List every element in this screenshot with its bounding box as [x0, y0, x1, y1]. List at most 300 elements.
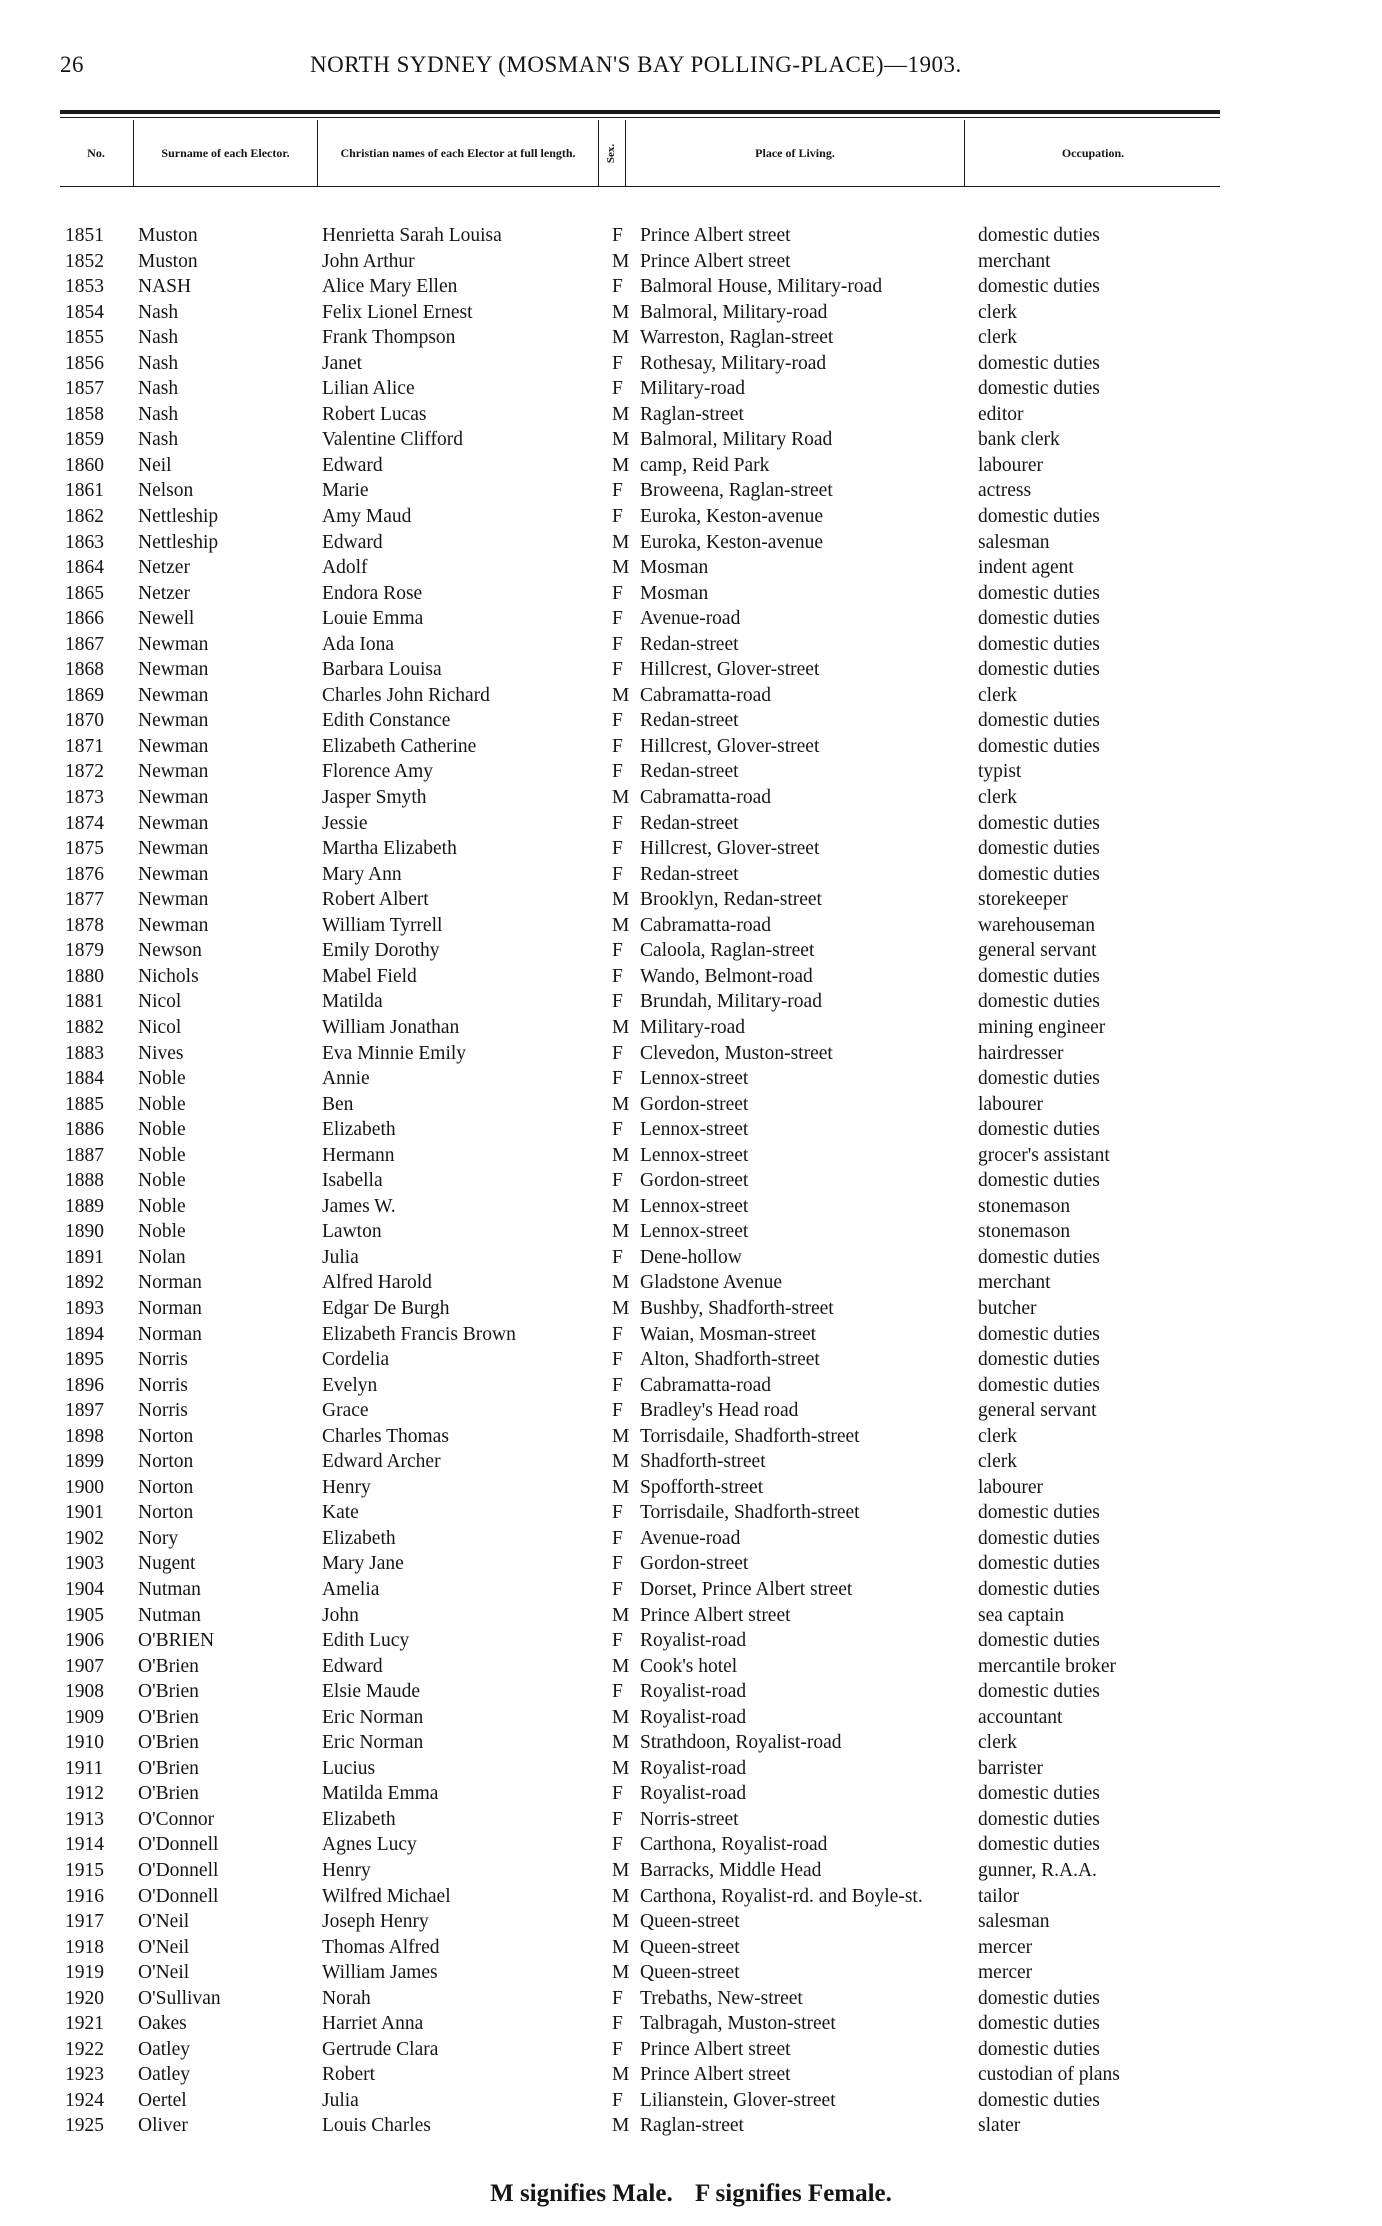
occupation: domestic duties: [978, 1349, 1100, 1371]
christian-names: Hermann: [322, 1144, 395, 1166]
table-row: [60, 1449, 1240, 1475]
occupation: labourer: [978, 1093, 1043, 1115]
christian-names: Louis Charles: [322, 2115, 431, 2137]
surname: O'Connor: [138, 1808, 215, 1830]
surname: O'Donnell: [138, 1834, 219, 1856]
table-row: [60, 1143, 1240, 1169]
elector-number: 1888: [65, 1170, 104, 1192]
occupation: domestic duties: [978, 1374, 1100, 1396]
sex: F: [612, 812, 623, 834]
elector-number: 1922: [65, 2038, 104, 2060]
table-row: [60, 657, 1240, 683]
sex: M: [612, 1706, 630, 1728]
surname: Noble: [138, 1170, 186, 1192]
occupation: warehouseman: [978, 914, 1095, 936]
surname: Newman: [138, 838, 209, 860]
place-of-living: Torrisdaile, Shadforth-street: [640, 1425, 860, 1447]
christian-names: Matilda: [322, 991, 383, 1013]
christian-names: Mary Jane: [322, 1553, 404, 1575]
surname: Nolan: [138, 1246, 186, 1268]
table-row: [60, 1526, 1240, 1552]
sex: F: [612, 965, 623, 987]
christian-names: Henrietta Sarah Louisa: [322, 225, 502, 246]
sex: F: [612, 378, 623, 400]
sex: M: [612, 1297, 630, 1319]
place-of-living: Hillcrest, Glover-street: [640, 659, 820, 681]
elector-number: 1915: [65, 1860, 104, 1881]
occupation: hairdresser: [978, 1042, 1064, 1064]
surname: Newman: [138, 684, 209, 706]
occupation: domestic duties: [978, 1170, 1100, 1192]
sex: M: [612, 250, 630, 272]
place-of-living: Brundah, Military-road: [640, 991, 822, 1013]
table-row: [60, 1679, 1240, 1705]
place-of-living: Strathdoon, Royalist-road: [640, 1732, 842, 1754]
christian-names: Elizabeth Francis Brown: [322, 1323, 516, 1345]
christian-names: Adolf: [322, 557, 368, 579]
sex: M: [612, 531, 630, 553]
sex: F: [612, 1068, 623, 1090]
surname: Noble: [138, 1144, 186, 1166]
christian-names: Edgar De Burgh: [322, 1297, 450, 1319]
place-of-living: Warreston, Raglan-street: [640, 327, 834, 349]
sex: F: [612, 633, 623, 655]
sex: F: [612, 1119, 623, 1141]
table-row: [60, 274, 1240, 300]
sex: F: [612, 1349, 623, 1371]
table-row: [60, 1424, 1240, 1450]
occupation: domestic duties: [978, 2013, 1100, 2035]
table-row: [60, 964, 1240, 990]
table-row: [60, 1168, 1240, 1194]
occupation: clerk: [978, 787, 1017, 809]
place-of-living: Torrisdaile, Shadforth-street: [640, 1502, 860, 1524]
surname: Nives: [138, 1042, 184, 1064]
place-of-living: Lennox-street: [640, 1119, 749, 1141]
occupation: salesman: [978, 1911, 1050, 1933]
christian-names: Eric Norman: [322, 1732, 424, 1754]
surname: Oakes: [138, 2013, 187, 2035]
occupation: sea captain: [978, 1604, 1065, 1626]
place-of-living: Talbragah, Muston-street: [640, 2013, 836, 2035]
christian-names: Elizabeth: [322, 1527, 396, 1549]
occupation: domestic duties: [978, 2038, 1100, 2060]
sex: M: [612, 1272, 630, 1294]
elector-number: 1891: [65, 1246, 104, 1268]
place-of-living: Waian, Mosman-street: [640, 1323, 817, 1345]
occupation: clerk: [978, 684, 1017, 706]
table-row: [60, 1296, 1240, 1322]
christian-names: Robert: [322, 2064, 376, 2086]
elector-number: 1875: [65, 838, 104, 860]
elector-number: 1863: [65, 531, 104, 553]
occupation: domestic duties: [978, 1681, 1100, 1703]
surname: Newson: [138, 940, 202, 962]
surname: Norton: [138, 1502, 194, 1524]
occupation: domestic duties: [978, 812, 1100, 834]
place-of-living: Rothesay, Military-road: [640, 352, 827, 374]
column-header-sex: Sex.: [598, 120, 625, 186]
sex: M: [612, 1425, 630, 1447]
christian-names: Gertrude Clara: [322, 2038, 439, 2060]
place-of-living: Mosman: [640, 557, 709, 579]
place-of-living: Royalist-road: [640, 1757, 747, 1779]
surname: Neil: [138, 454, 172, 476]
surname: O'Neil: [138, 1911, 190, 1933]
sex: M: [612, 1221, 630, 1243]
christian-names: Kate: [322, 1502, 359, 1524]
occupation: butcher: [978, 1297, 1037, 1319]
christian-names: Norah: [322, 1987, 371, 2009]
elector-number: 1895: [65, 1349, 104, 1371]
elector-number: 1920: [65, 1987, 104, 2009]
elector-number: 1923: [65, 2064, 104, 2086]
elector-number: 1911: [65, 1757, 104, 1779]
surname: Newell: [138, 608, 195, 630]
place-of-living: Avenue-road: [640, 608, 741, 630]
occupation: mercantile broker: [978, 1655, 1117, 1677]
surname: Newman: [138, 710, 209, 732]
elector-number: 1858: [65, 403, 104, 425]
place-of-living: Redan-street: [640, 710, 739, 732]
place-of-living: Redan-street: [640, 812, 739, 834]
table-row: [60, 1909, 1240, 1935]
surname: Nash: [138, 429, 179, 451]
sex: F: [612, 1323, 623, 1345]
sex: M: [612, 327, 630, 349]
christian-names: Lilian Alice: [322, 378, 415, 400]
elector-number: 1900: [65, 1476, 104, 1498]
elector-number: 1877: [65, 889, 104, 911]
occupation: domestic duties: [978, 1783, 1100, 1805]
christian-names: Thomas Alfred: [322, 1936, 440, 1958]
place-of-living: Royalist-road: [640, 1706, 747, 1728]
place-of-living: Prince Albert street: [640, 250, 791, 272]
sex: M: [612, 1451, 630, 1473]
occupation: clerk: [978, 1451, 1017, 1473]
sex: F: [612, 1834, 623, 1856]
surname: Nash: [138, 301, 179, 323]
table-row: [60, 1960, 1240, 1986]
sex: M: [612, 889, 630, 911]
place-of-living: Royalist-road: [640, 1630, 747, 1652]
table-row: [60, 1858, 1240, 1884]
elector-number: 1902: [65, 1527, 104, 1549]
christian-names: Janet: [322, 352, 363, 374]
table-row: [60, 325, 1240, 351]
surname: Nicol: [138, 991, 182, 1013]
occupation: domestic duties: [978, 965, 1100, 987]
table-row: [60, 581, 1240, 607]
sex: F: [612, 863, 623, 885]
occupation: labourer: [978, 454, 1043, 476]
elector-number: 1866: [65, 608, 104, 630]
elector-number: 1873: [65, 787, 104, 809]
table-row: [60, 478, 1240, 504]
surname: Netzer: [138, 557, 190, 579]
christian-names: John: [322, 1604, 359, 1626]
sex: M: [612, 1885, 630, 1907]
place-of-living: Balmoral, Military Road: [640, 429, 833, 451]
place-of-living: Military-road: [640, 378, 746, 400]
table-row: [60, 1117, 1240, 1143]
sex-legend: [0, 2180, 1382, 2208]
surname: Nash: [138, 352, 179, 374]
elector-number: 1867: [65, 633, 104, 655]
christian-names: Charles John Richard: [322, 684, 490, 706]
sex: F: [612, 225, 623, 246]
occupation: storekeeper: [978, 889, 1068, 911]
surname: Oliver: [138, 2115, 188, 2137]
table-row: [60, 2088, 1240, 2114]
surname: Nettleship: [138, 531, 219, 553]
sex: F: [612, 940, 623, 962]
occupation: domestic duties: [978, 735, 1100, 757]
christian-names: Mary Ann: [322, 863, 402, 885]
occupation: mining engineer: [978, 1016, 1106, 1038]
surname: Nugent: [138, 1553, 196, 1575]
elector-number: 1898: [65, 1425, 104, 1447]
place-of-living: Lennox-street: [640, 1068, 749, 1090]
page-title: NORTH SYDNEY (MOSMAN'S BAY POLLING-PLACE)—1903.: [310, 52, 962, 77]
elector-number: 1852: [65, 250, 104, 272]
christian-names: Henry: [322, 1476, 371, 1498]
elector-number: 1910: [65, 1732, 104, 1754]
table-row: [60, 2011, 1240, 2037]
christian-names: William Jonathan: [322, 1016, 460, 1038]
sex: F: [612, 1783, 623, 1805]
surname: Noble: [138, 1195, 186, 1217]
surname: Newman: [138, 812, 209, 834]
place-of-living: Spofforth-street: [640, 1476, 764, 1498]
christian-names: Matilda Emma: [322, 1783, 439, 1805]
elector-number: 1872: [65, 761, 104, 783]
elector-number: 1887: [65, 1144, 104, 1166]
table-row: [60, 1884, 1240, 1910]
occupation: merchant: [978, 250, 1051, 272]
christian-names: Elizabeth: [322, 1119, 396, 1141]
table-row: [60, 811, 1240, 837]
table-row: [60, 1551, 1240, 1577]
column-headers: [60, 120, 1220, 187]
surname: Newman: [138, 735, 209, 757]
sex: F: [612, 761, 623, 783]
elector-number: 1903: [65, 1553, 104, 1575]
occupation: clerk: [978, 327, 1017, 349]
occupation: domestic duties: [978, 659, 1100, 681]
place-of-living: Prince Albert street: [640, 2038, 791, 2060]
surname: Norris: [138, 1400, 188, 1422]
surname: O'Neil: [138, 1962, 190, 1984]
sex: M: [612, 301, 630, 323]
surname: Newman: [138, 761, 209, 783]
surname: O'Brien: [138, 1757, 199, 1779]
occupation: domestic duties: [978, 1553, 1100, 1575]
table-row: [60, 376, 1240, 402]
table-row: [60, 1832, 1240, 1858]
elector-number: 1893: [65, 1297, 104, 1319]
table-row: [60, 1270, 1240, 1296]
christian-names: Amelia: [322, 1578, 380, 1600]
table-row: [60, 606, 1240, 632]
occupation: domestic duties: [978, 710, 1100, 732]
place-of-living: Hillcrest, Glover-street: [640, 735, 820, 757]
christian-names: Robert Lucas: [322, 403, 427, 425]
christian-names: Julia: [322, 2089, 359, 2111]
place-of-living: Queen-street: [640, 1911, 740, 1933]
place-of-living: Mosman: [640, 582, 709, 604]
christian-names: Agnes Lucy: [322, 1834, 417, 1856]
occupation: domestic duties: [978, 1119, 1100, 1141]
christian-names: Elizabeth Catherine: [322, 735, 477, 757]
occupation: domestic duties: [978, 378, 1100, 400]
elector-number: 1892: [65, 1272, 104, 1294]
sex: F: [612, 1400, 623, 1422]
place-of-living: Gordon-street: [640, 1093, 749, 1115]
occupation: mercer: [978, 1936, 1033, 1958]
sex: F: [612, 2089, 623, 2111]
sex: F: [612, 480, 623, 502]
surname: Norton: [138, 1425, 194, 1447]
sex: F: [612, 1630, 623, 1652]
occupation: actress: [978, 480, 1032, 502]
elector-number: 1894: [65, 1323, 104, 1345]
place-of-living: Cabramatta-road: [640, 787, 772, 809]
place-of-living: Redan-street: [640, 863, 739, 885]
header-rule: [60, 110, 1220, 114]
elector-number: 1899: [65, 1451, 104, 1473]
table-row: [60, 1066, 1240, 1092]
elector-number: 1916: [65, 1885, 104, 1907]
elector-number: 1917: [65, 1911, 104, 1933]
occupation: clerk: [978, 301, 1017, 323]
table-row: [60, 1756, 1240, 1782]
elector-number: 1906: [65, 1630, 104, 1652]
occupation: salesman: [978, 531, 1050, 553]
elector-number: 1914: [65, 1834, 104, 1856]
occupation: accountant: [978, 1706, 1063, 1728]
elector-number: 1860: [65, 454, 104, 476]
occupation: domestic duties: [978, 276, 1100, 298]
christian-names: Annie: [322, 1068, 370, 1090]
sex: M: [612, 2115, 630, 2137]
place-of-living: Queen-street: [640, 1962, 740, 1984]
table-row: [60, 2062, 1240, 2088]
sex: M: [612, 684, 630, 706]
surname: Newman: [138, 633, 209, 655]
sex: M: [612, 1016, 630, 1038]
table-row: [60, 1705, 1240, 1731]
surname: Norman: [138, 1297, 202, 1319]
table-row: [60, 1730, 1240, 1756]
table-row: [60, 1015, 1240, 1041]
christian-names: Evelyn: [322, 1374, 378, 1396]
place-of-living: Lennox-street: [640, 1195, 749, 1217]
christian-names: William James: [322, 1962, 438, 1984]
elector-number: 1881: [65, 991, 104, 1013]
table-row: [60, 223, 1240, 249]
place-of-living: Raglan-street: [640, 403, 744, 425]
elector-number: 1857: [65, 378, 104, 400]
place-of-living: Prince Albert street: [640, 225, 791, 246]
table-row: [60, 1577, 1240, 1603]
christian-names: Joseph Henry: [322, 1911, 429, 1933]
place-of-living: Brooklyn, Redan-street: [640, 889, 822, 911]
elector-number: 1886: [65, 1119, 104, 1141]
occupation: barrister: [978, 1757, 1043, 1779]
elector-number: 1880: [65, 965, 104, 987]
christian-names: Cordelia: [322, 1349, 390, 1371]
table-row: [60, 1194, 1240, 1220]
sex: F: [612, 1987, 623, 2009]
place-of-living: Norris-street: [640, 1808, 739, 1830]
elector-number: 1859: [65, 429, 104, 451]
elector-number: 1901: [65, 1502, 104, 1524]
table-row: [60, 453, 1240, 479]
occupation: domestic duties: [978, 1987, 1100, 2009]
surname: Netzer: [138, 582, 190, 604]
occupation: domestic duties: [978, 633, 1100, 655]
table-row: [60, 785, 1240, 811]
christian-names: Louie Emma: [322, 608, 424, 630]
elector-number: 1864: [65, 557, 104, 579]
elector-number: 1883: [65, 1042, 104, 1064]
place-of-living: Caloola, Raglan-street: [640, 940, 815, 962]
surname: O'Brien: [138, 1655, 199, 1677]
elector-number: 1908: [65, 1681, 104, 1703]
place-of-living: Hillcrest, Glover-street: [640, 838, 820, 860]
sex: M: [612, 454, 630, 476]
place-of-living: Cabramatta-road: [640, 914, 772, 936]
christian-names: Frank Thompson: [322, 327, 456, 349]
table-row: [60, 1347, 1240, 1373]
surname: Nash: [138, 403, 179, 425]
elector-number: 1862: [65, 506, 104, 528]
sex: M: [612, 429, 630, 451]
surname: Nichols: [138, 965, 199, 987]
sex: F: [612, 1374, 623, 1396]
christian-names: Edith Lucy: [322, 1630, 410, 1652]
occupation: domestic duties: [978, 582, 1100, 604]
place-of-living: Bradley's Head road: [640, 1400, 799, 1422]
sex: M: [612, 1936, 630, 1958]
surname: Noble: [138, 1119, 186, 1141]
female-legend: F signifies Female.: [694, 2180, 892, 2207]
christian-names: Ada Iona: [322, 633, 395, 655]
elector-number: 1913: [65, 1808, 104, 1830]
table-row: [60, 504, 1240, 530]
surname: Norman: [138, 1323, 202, 1345]
table-row: [60, 989, 1240, 1015]
christian-names: Julia: [322, 1246, 359, 1268]
table-row: [60, 1373, 1240, 1399]
surname: O'Sullivan: [138, 1987, 221, 2009]
place-of-living: camp, Reid Park: [640, 454, 770, 476]
table-row: [60, 913, 1240, 939]
elector-number: 1861: [65, 480, 104, 502]
elector-number: 1889: [65, 1195, 104, 1217]
christian-names: Marie: [322, 480, 369, 502]
surname: O'Brien: [138, 1681, 199, 1703]
surname: Norton: [138, 1476, 194, 1498]
table-row: [60, 1245, 1240, 1271]
surname: Newman: [138, 914, 209, 936]
place-of-living: Gladstone Avenue: [640, 1272, 783, 1294]
occupation: domestic duties: [978, 1068, 1100, 1090]
elector-number: 1904: [65, 1578, 104, 1600]
place-of-living: Cabramatta-road: [640, 684, 772, 706]
sex: F: [612, 276, 623, 298]
